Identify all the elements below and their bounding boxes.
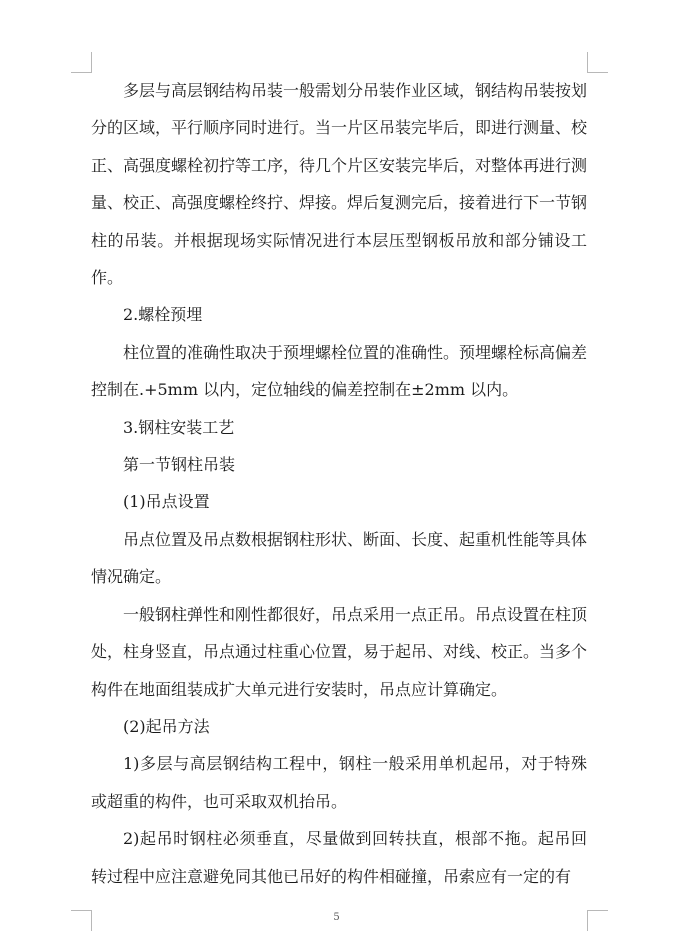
heading-first-section-column: 第一节钢柱吊装	[123, 455, 236, 475]
paragraph-vertical-lifting: 2)起吊时钢柱必须垂直，尽量做到回转扶直，根部不拖。起吊回转过程中应注意避免同其他已吊好的构件相碰撞，吊索应有一定的有	[91, 829, 587, 886]
page-number: 5	[333, 912, 340, 923]
paragraph-lifting-zones: 多层与高层钢结构吊装一般需划分吊装作业区域，钢结构吊装按划分的区域，平行顺序同时进行。当一片区吊装完毕后，即进行测量、校正、高强度螺栓初拧等工序，待几个片区安装完毕后，对整体再进行测量、校正、高强度螺栓终拧、焊接。焊后复测完后，接着进行下一节钢柱的吊装。并根据现场实际情况进行本层压型钢板吊放和部分铺设工作。	[91, 81, 588, 288]
crop-mark-top-right	[587, 52, 608, 73]
crop-mark-top-left	[71, 52, 92, 73]
paragraph-bolt-accuracy: 柱位置的准确性取决于预埋螺栓位置的准确性。预埋螺栓标高偏差控制在.+5mm 以内，定位轴线的偏差控制在±2mm 以内。	[91, 342, 588, 400]
heading-lifting-point-setup: (1)吊点设置	[123, 492, 210, 512]
heading-lifting-method: (2)起吊方法	[123, 716, 210, 736]
paragraph-lifting-point-position: 吊点位置及吊点数根据钢柱形状、断面、长度、起重机性能等具体情况确定。	[91, 529, 588, 587]
paragraph-single-crane-lifting: 1)多层与高层钢结构工程中，钢柱一般采用单机起吊，对于特殊或超重的构件，也可采取双机抬吊。	[91, 754, 587, 811]
heading-bolt-embedding: 2.螺栓预埋	[123, 305, 203, 325]
heading-column-installation: 3.钢柱安装工艺	[123, 417, 235, 437]
paragraph-single-point-lifting: 一般钢柱弹性和刚性都很好，吊点采用一点正吊。吊点设置在柱顶处，柱身竖直，吊点通过柱重心位置，易于起吊、对线、校正。当多个构件在地面组装成扩大单元进行安装时，吊点应计算确定。	[91, 604, 588, 699]
document-body	[91, 72, 587, 895]
